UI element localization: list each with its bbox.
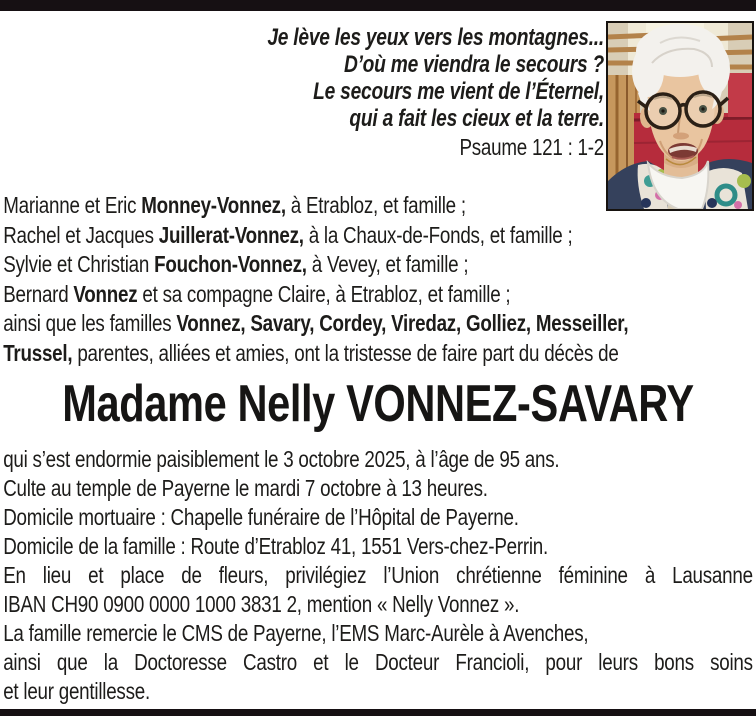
family-line-segment: Sylvie et Christian	[3, 251, 155, 277]
family-line	[3, 339, 753, 369]
detail-line: En lieu et place de fleurs, privilégiez l’Union chrétienne féminine à Lausanne	[3, 562, 753, 588]
family-line-segment: Trussel,	[3, 339, 73, 366]
details-list	[3, 445, 753, 706]
family-line-segment: Vonnez,	[176, 310, 246, 336]
family-line	[3, 309, 753, 339]
family-line-segment: à Vevey, et famille ;	[306, 251, 469, 277]
family-line-segment: à Etrabloz, et famille ;	[285, 192, 466, 218]
bottom-rule	[0, 709, 756, 716]
detail-line: La famille remercie le CMS de Payerne, l’EMS Marc-Aurèle à Avenches,	[3, 620, 589, 646]
top-rule	[0, 0, 756, 11]
family-line	[3, 250, 753, 280]
family-line-segment: Cordey,	[319, 310, 387, 336]
deceased-name: Madame Nelly VONNEZ-SAVARY	[62, 375, 694, 433]
family-list	[3, 191, 753, 368]
family-line-segment: ainsi que les familles	[3, 310, 177, 336]
family-line	[3, 221, 753, 251]
family-line-segment: Messeiller,	[535, 310, 629, 336]
detail-line: qui s’est endormie paisiblement le 3 octobre 2025, à l’âge de 95 ans.	[3, 446, 560, 472]
detail-line: Domicile mortuaire : Chapelle funéraire de l’Hôpital de Payerne.	[3, 504, 519, 530]
detail-line: Culte au temple de Payerne le mardi 7 octobre à 13 heures.	[3, 475, 488, 501]
family-line	[3, 280, 753, 310]
family-line-segment: Savary,	[250, 310, 315, 336]
family-line-segment: Rachel et Jacques	[3, 221, 159, 248]
family-line-segment: Monney-Vonnez,	[141, 192, 286, 218]
family-line-segment: Bernard	[3, 280, 74, 307]
detail-line: et leur gentillesse.	[3, 678, 150, 704]
family-line-segment: Juillerat-Vonnez,	[158, 221, 304, 248]
portrait-photo-image	[608, 23, 752, 209]
epigraph-line: qui a fait les cieux et la terre.	[349, 105, 604, 132]
family-line-segment: Viredaz,	[391, 310, 461, 336]
family-line-segment: et sa compagne Claire, à Etrabloz, et famille ;	[137, 280, 511, 307]
family-line-segment: Golliez,	[465, 310, 531, 336]
epigraph-line: D’où me viendra le secours ?	[343, 51, 604, 78]
detail-line: IBAN CH90 0900 0000 1000 3831 2, mention « Nelly Vonnez ».	[3, 591, 520, 617]
epigraph-line: Le secours me vient de l’Éternel,	[313, 78, 604, 105]
family-line-segment: à la Chaux-de-Fonds, et famille ;	[303, 221, 573, 248]
epigraph-line: Je lève les yeux vers les montagnes...	[267, 24, 604, 51]
epigraph-attribution: Psaume 121 : 1-2	[459, 134, 604, 160]
family-line-segment: Fouchon-Vonnez,	[154, 251, 307, 277]
family-line-segment: parentes, alliées et amies, ont la tristesse de faire part du décès de	[72, 339, 619, 366]
family-line-segment: Vonnez	[73, 280, 138, 307]
family-line-segment: Marianne et Eric	[3, 192, 142, 218]
detail-line: ainsi que la Doctoresse Castro et le Docteur Francioli, pour leurs bons soins	[3, 649, 753, 675]
detail-line: Domicile de la famille : Route d’Etrabloz 41, 1551 Vers-chez-Perrin.	[3, 533, 549, 559]
portrait-photo	[606, 21, 754, 211]
